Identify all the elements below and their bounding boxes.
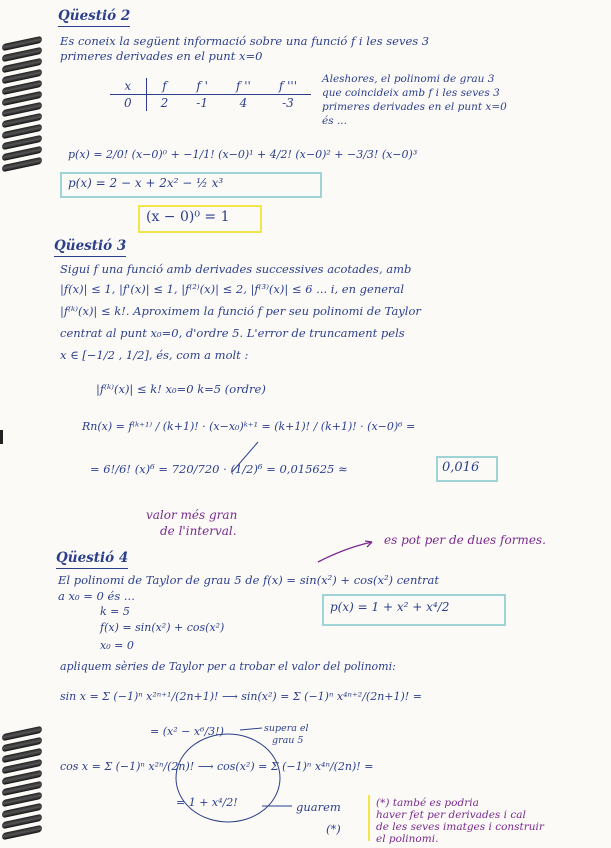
q3-heading: Qüestió 3 bbox=[54, 238, 127, 254]
q3-line2: |f(x)| ≤ 1, |f'(x)| ≤ 1, |f⁽²⁾(x)| ≤ 2, |f⁽³⁾(x)| ≤ 6 ... i, en general bbox=[60, 282, 405, 296]
table-cell-f2: 4 bbox=[239, 96, 248, 110]
q2-derivatives-table bbox=[110, 78, 311, 111]
q4-sin-arrow bbox=[240, 728, 262, 730]
table-header-f1: f ' bbox=[182, 78, 222, 95]
spiral-binding-bottom bbox=[0, 730, 44, 840]
q2-side-line1: Aleshores, el polinomi de grau 3 bbox=[322, 73, 495, 85]
q2-p-expanded: p(x) = 2/0! (x−0)⁰ + −1/1! (x−0)¹ + 4/2! (x−0)² + −3/3! (x−0)³ bbox=[68, 148, 418, 161]
table-header-f3: f ''' bbox=[265, 78, 311, 95]
q4-note-line1: (*) també es podria bbox=[376, 797, 479, 809]
q2-side-line3: primeres derivades en el punt x=0 bbox=[322, 101, 507, 113]
q3-note-line2: de l'interval. bbox=[160, 524, 237, 538]
q3-work-line2: Rn(x) = f⁽ᵏ⁺¹⁾ / (k+1)! · (x−x₀)ᵏ⁺¹ = (k+1)! / (k+1)! · (x−0)⁶ = bbox=[82, 420, 416, 433]
q4-fx: f(x) = sin(x²) + cos(x²) bbox=[100, 621, 225, 634]
q4-star-label: (*) bbox=[326, 822, 341, 836]
q3-work-line1: |f⁽ᵏ⁾(x)| ≤ k! x₀=0 k=5 (ordre) bbox=[96, 382, 266, 396]
q4-note-line3: de les seves imatges i construir bbox=[376, 821, 544, 833]
q4-sin-series: sin x = Σ (−1)ⁿ x²ⁿ⁺¹/(2n+1)! ⟶ sin(x²) = Σ (−1)ⁿ x⁴ⁿ⁺²/(2n+1)! = bbox=[60, 690, 422, 703]
table-cell-f3: -3 bbox=[282, 96, 294, 110]
q4-side-arrow bbox=[318, 542, 372, 562]
q3-note-line1: valor més gran bbox=[146, 508, 238, 522]
table-header-f: f bbox=[146, 78, 182, 95]
table-cell-f1: -1 bbox=[196, 96, 208, 110]
q4-keep-label: guarem bbox=[296, 800, 341, 814]
q4-cos-series: cos x = Σ (−1)ⁿ x²ⁿ/(2n)! ⟶ cos(x²) = Σ (−1)ⁿ x⁴ⁿ/(2n)! = bbox=[60, 760, 374, 773]
q2-p-result: p(x) = 2 − x + 2x² − ½ x³ bbox=[68, 176, 224, 190]
q4-line1: El polinomi de Taylor de grau 5 de f(x) = sin(x²) + cos(x²) centrat bbox=[58, 573, 439, 587]
q4-side-note: es pot per de dues formes. bbox=[384, 533, 546, 547]
q4-x0: x₀ = 0 bbox=[100, 639, 134, 652]
q3-answer: 0,016 bbox=[442, 460, 480, 475]
q2-side-line4: és ... bbox=[322, 115, 347, 127]
q2-note: (x − 0)⁰ = 1 bbox=[146, 209, 230, 225]
margin-mark bbox=[0, 430, 3, 444]
q4-sin-note-line2: grau 5 bbox=[272, 735, 304, 746]
q3-work-line3: = 6!/6! (x)⁶ = 720/720 · (1/2)⁶ = 0,015625 ≈ bbox=[90, 462, 348, 476]
q3-line3: |f⁽ᵏ⁾(x)| ≤ k!. Aproximem la funció f per seu polinomi de Taylor bbox=[60, 304, 421, 318]
q4-sin-terms: = (x² − x⁶/3!) bbox=[150, 725, 224, 738]
table-header-f2: f '' bbox=[222, 78, 265, 95]
q4-heading: Qüestió 4 bbox=[56, 550, 129, 566]
q3-line4: centrat al punt x₀=0, d'ordre 5. L'error de truncament pels bbox=[60, 326, 405, 340]
q2-intro-line2: primeres derivades en el punt x=0 bbox=[60, 49, 263, 63]
q4-note-bracket bbox=[368, 795, 370, 841]
table-cell-f: 2 bbox=[160, 96, 169, 110]
table-header-x: x bbox=[110, 78, 146, 95]
q4-method: apliquem sèries de Taylor per a trobar el valor del polinomi: bbox=[60, 660, 396, 673]
spiral-binding-top bbox=[0, 40, 44, 170]
q4-note-line4: el polinomi. bbox=[376, 833, 439, 845]
q4-cos-terms: = 1 + x⁴/2! bbox=[176, 796, 238, 809]
table-cell-x: 0 bbox=[110, 95, 146, 112]
q4-k: k = 5 bbox=[100, 605, 130, 618]
q2-heading: Qüestió 2 bbox=[58, 8, 131, 24]
q4-note-line2: haver fet per derivades i cal bbox=[376, 809, 526, 821]
q2-intro-line1: Es coneix la següent informació sobre una funció f i les seves 3 bbox=[60, 34, 430, 48]
q3-line1: Sigui f una funció amb derivades successives acotades, amb bbox=[60, 262, 412, 276]
q4-line2: a x₀ = 0 és ... bbox=[58, 589, 135, 603]
q3-line5: x ∈ [−1/2 , 1/2], és, com a molt : bbox=[60, 348, 249, 362]
q2-side-line2: que coincideix amb f i les seves 3 bbox=[322, 87, 500, 99]
q4-sin-note-line1: supera el bbox=[264, 723, 309, 734]
q4-answer: p(x) = 1 + x² + x⁴/2 bbox=[330, 600, 450, 614]
q4-side-arrow-head bbox=[365, 541, 372, 547]
